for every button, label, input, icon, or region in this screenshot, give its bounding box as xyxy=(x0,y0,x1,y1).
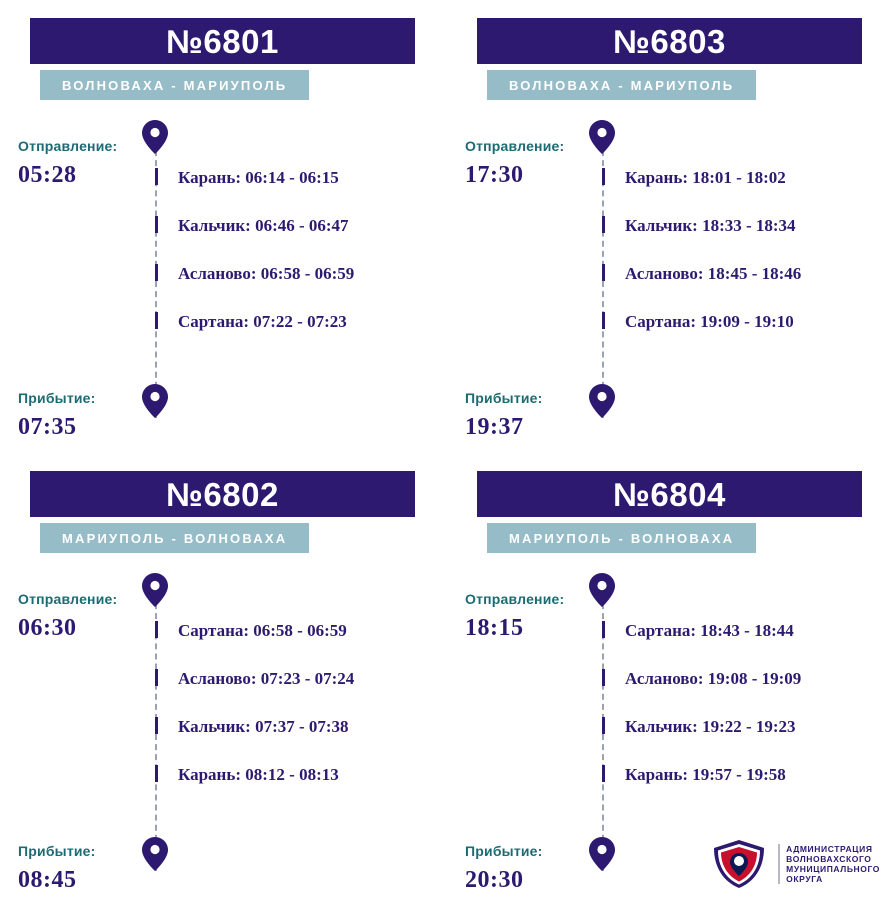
stop-tick xyxy=(155,168,158,185)
stop-tick xyxy=(602,264,605,281)
train-number: №6804 xyxy=(613,475,726,513)
route-banner xyxy=(40,70,309,100)
train-number-banner xyxy=(477,471,862,517)
stop-tick xyxy=(602,216,605,233)
train-card-6804 xyxy=(447,453,894,906)
list-item: Асланово: 18:45 - 18:46 xyxy=(625,264,802,283)
route-banner xyxy=(487,523,756,553)
departure-time: 18:15 xyxy=(465,615,524,641)
stop-tick xyxy=(155,669,158,686)
arrival-label: Прибытие: xyxy=(18,843,96,859)
route-label: ВОЛНОВАХА - МАРИУПОЛЬ xyxy=(62,77,288,93)
departure-pin-icon xyxy=(142,573,168,607)
arrival-block xyxy=(18,390,143,441)
departure-label: Отправление: xyxy=(465,138,565,154)
stop-list xyxy=(178,621,428,813)
arrival-block xyxy=(18,843,143,894)
stop-tick xyxy=(155,717,158,734)
arrival-block xyxy=(465,390,590,441)
list-item: Асланово: 06:58 - 06:59 xyxy=(178,264,355,283)
departure-label: Отправление: xyxy=(18,138,118,154)
stop-tick xyxy=(602,168,605,185)
route-banner xyxy=(40,523,309,553)
stop-tick xyxy=(602,312,605,329)
stop-tick xyxy=(155,216,158,233)
train-card-6801 xyxy=(0,0,447,453)
departure-time: 05:28 xyxy=(18,162,77,188)
list-item: Асланово: 07:23 - 07:24 xyxy=(178,669,355,688)
logo-caption xyxy=(778,844,880,884)
arrival-time: 19:37 xyxy=(465,414,524,440)
departure-label: Отправление: xyxy=(18,591,118,607)
logo-line-3: МУНИЦИПАЛЬНОГО xyxy=(786,864,880,874)
arrival-label: Прибытие: xyxy=(465,390,543,406)
departure-pin-icon xyxy=(142,120,168,154)
stop-tick xyxy=(155,765,158,782)
stop-tick xyxy=(602,669,605,686)
list-item: Карань: 18:01 - 18:02 xyxy=(625,168,786,187)
list-item: Асланово: 19:08 - 19:09 xyxy=(625,669,802,688)
arrival-pin-icon xyxy=(589,837,615,871)
train-number-banner xyxy=(477,18,862,64)
arrival-pin-icon xyxy=(142,384,168,418)
list-item: Сартана: 07:22 - 07:23 xyxy=(178,312,347,331)
list-item: Карань: 19:57 - 19:58 xyxy=(625,765,786,784)
train-card-6802 xyxy=(0,453,447,906)
departure-block xyxy=(465,591,590,642)
list-item: Кальчик: 07:37 - 07:38 xyxy=(178,717,349,736)
route-label: МАРИУПОЛЬ - ВОЛНОВАХА xyxy=(62,530,288,546)
departure-block xyxy=(465,138,590,189)
departure-block xyxy=(18,591,143,642)
train-number-banner xyxy=(30,18,415,64)
stop-tick xyxy=(602,717,605,734)
stop-tick xyxy=(602,621,605,638)
arrival-time: 07:35 xyxy=(18,414,77,440)
stop-list xyxy=(178,168,428,360)
departure-pin-icon xyxy=(589,573,615,607)
list-item: Сартана: 18:43 - 18:44 xyxy=(625,621,794,640)
logo-line-2: ВОЛНОВАХСКОГО xyxy=(786,854,872,864)
train-number: №6803 xyxy=(613,22,726,60)
arrival-time: 20:30 xyxy=(465,867,524,893)
departure-block xyxy=(18,138,143,189)
stop-list xyxy=(625,168,875,360)
train-number: №6801 xyxy=(166,22,279,60)
departure-time: 06:30 xyxy=(18,615,77,641)
logo-line-1: АДМИНИСТРАЦИЯ xyxy=(786,844,873,854)
stop-list xyxy=(625,621,875,813)
list-item: Кальчик: 06:46 - 06:47 xyxy=(178,216,349,235)
arrival-pin-icon xyxy=(589,384,615,418)
route-label: ВОЛНОВАХА - МАРИУПОЛЬ xyxy=(509,77,735,93)
coat-of-arms-icon xyxy=(708,838,770,890)
route-banner xyxy=(487,70,756,100)
departure-pin-icon xyxy=(589,120,615,154)
train-card-6803 xyxy=(447,0,894,453)
stop-tick xyxy=(155,621,158,638)
list-item: Карань: 08:12 - 08:13 xyxy=(178,765,339,784)
list-item: Сартана: 19:09 - 19:10 xyxy=(625,312,794,331)
stop-tick xyxy=(602,765,605,782)
arrival-block xyxy=(465,843,590,894)
arrival-label: Прибытие: xyxy=(465,843,543,859)
departure-label: Отправление: xyxy=(465,591,565,607)
stop-tick xyxy=(155,312,158,329)
logo-line-4: ОКРУГА xyxy=(786,874,823,884)
arrival-pin-icon xyxy=(142,837,168,871)
arrival-time: 08:45 xyxy=(18,867,77,893)
stop-tick xyxy=(155,264,158,281)
administration-logo xyxy=(708,838,880,890)
arrival-label: Прибытие: xyxy=(18,390,96,406)
list-item: Кальчик: 19:22 - 19:23 xyxy=(625,717,796,736)
route-label: МАРИУПОЛЬ - ВОЛНОВАХА xyxy=(509,530,735,546)
train-number-banner xyxy=(30,471,415,517)
list-item: Кальчик: 18:33 - 18:34 xyxy=(625,216,796,235)
departure-time: 17:30 xyxy=(465,162,524,188)
list-item: Карань: 06:14 - 06:15 xyxy=(178,168,339,187)
list-item: Сартана: 06:58 - 06:59 xyxy=(178,621,347,640)
train-number: №6802 xyxy=(166,475,279,513)
